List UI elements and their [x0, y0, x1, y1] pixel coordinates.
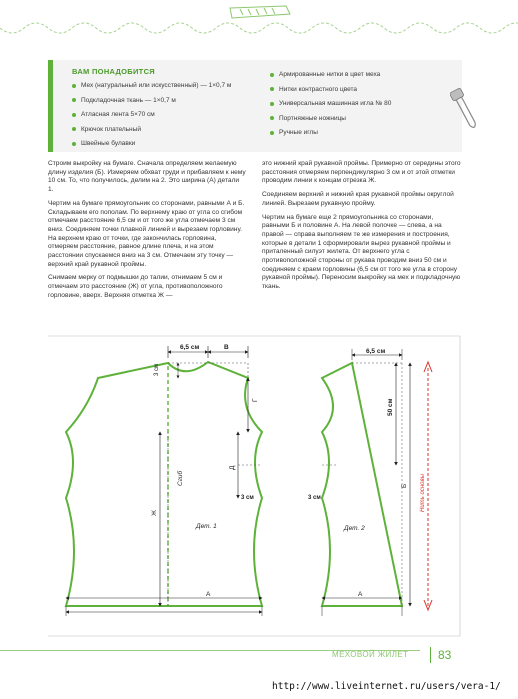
safety-pin-icon	[450, 86, 480, 134]
material-item: Подкладочная ткань — 1×0,7 м	[72, 96, 231, 111]
materials-box	[48, 60, 462, 152]
d2-armhole-inset-label: 3 см	[308, 495, 321, 501]
d1-neck-width-label: 6,5 см	[180, 344, 200, 351]
ribbon-tag-icon	[226, 2, 294, 22]
materials-title: ВАМ ПОНАДОБИТСЯ	[72, 67, 155, 76]
d1-width-label: А	[206, 591, 211, 598]
detail-1-label: Дет. 1	[196, 523, 217, 530]
paragraph: Чертим на бумаге еще 2 прямоугольника со сторонами, равными Б и половине А. На левой полочке — слева, а на правой — справа выполняем те же измерения и построения, которые в детали 1 сформировали вырез рукавной проймы и приталенный силуэт жилета. От верхнего угла с противоположной стороны от рукава проводим вниз 50 см и соединяем с краем горловины (6,5 см от того же угла в сторону рукавной проймы). Переносим выкройку на мех и подкладочную ткань.	[262, 213, 461, 291]
body-column-right	[262, 160, 462, 297]
vest-pattern-diagram	[0, 330, 518, 640]
material-item: Мех (натуральный или искусственный) — 1×0,7 м	[72, 81, 231, 96]
grain-line-label: Нить основы	[420, 473, 426, 512]
d2-b-label: Б	[401, 483, 408, 488]
d1-d-label: Д	[229, 465, 236, 470]
d2-neck-width-label: 6,5 см	[366, 348, 386, 355]
material-item: Портняжные ножницы	[270, 114, 391, 129]
d1-g-label: Г	[252, 398, 259, 402]
paragraph: Строим выкройку на бумаге. Сначала определяем желаемую длину изделия (Б). Измеряем обхват груди и прибавляем к нему 10 см. То, что получилось, делим на 2. Это ширина (А) детали 1.	[48, 160, 246, 194]
d1-fold-label: Сгиб	[177, 470, 184, 486]
d1-shoulder-label: В	[224, 344, 229, 351]
body-column-left	[48, 160, 246, 306]
material-item: Армированные нитки в цвет меха	[270, 70, 391, 85]
material-item: Швейные булавки	[72, 139, 231, 154]
d1-armhole-inset-label: 3 см	[241, 495, 254, 501]
materials-list-left	[72, 81, 231, 154]
material-item: Нитки контрастного цвета	[270, 85, 391, 100]
d1-zh-label: Ж	[151, 509, 158, 516]
material-item: Крючок плательный	[72, 125, 231, 140]
material-item: Универсальная машинная игла № 80	[270, 99, 391, 114]
paragraph: это нижний край рукавной проймы. Примерно от середины этого расстояния отмеряем перпендикулярно 3 см и от этой отметки проводим линии к концам отрезка Ж.	[262, 160, 461, 185]
paragraph: Соединяем верхний и нижний края рукавной проймы округлой линией. Вырезаем рукавную пройму.	[262, 191, 454, 207]
d2-50cm-label: 50 см	[387, 398, 394, 416]
material-item: Атласная лента 5×70 см	[72, 110, 231, 125]
source-url-watermark: http://www.liveinternet.ru/users/vera-1/	[272, 681, 501, 692]
materials-accent-bar	[48, 60, 53, 152]
footer-separator	[430, 647, 431, 663]
detail-2-label: Дет. 2	[344, 525, 365, 532]
paragraph: Снимаем мерку от подмышки до талии, отнимаем 5 см и отмечаем это расстояние (Ж) от угла, противоположного горловине, вверх. Верхняя отметка Ж —	[48, 274, 223, 299]
detail-1-outline	[66, 362, 262, 606]
page-number: 83	[438, 648, 452, 662]
paragraph: Чертим на бумаге прямоугольник со сторонами, равными А и Б. Складываем его пополам. По верхнему краю от угла со сгибом отмечаем расстояние 6,5 см и от того же угла отмечаем 3 см вниз. Соединяем точки плавной линией и вырезаем горловину. На верхнем краю от точки, где закончилась горловина, отмеряем расстояние, равное длине плеча, и на этом расстоянии спускаемся вниз на 3 см. Отмечаем эту точку — верхний край рукавной проймы.	[48, 199, 245, 268]
material-item: Ручные иглы	[270, 128, 391, 143]
footer-section-title: МЕХОВОЙ ЖИЛЕТ	[332, 650, 409, 659]
d2-width-label: А	[358, 591, 363, 598]
materials-list-right	[270, 70, 391, 143]
d1-neck-drop-label: 3 см	[154, 363, 160, 376]
